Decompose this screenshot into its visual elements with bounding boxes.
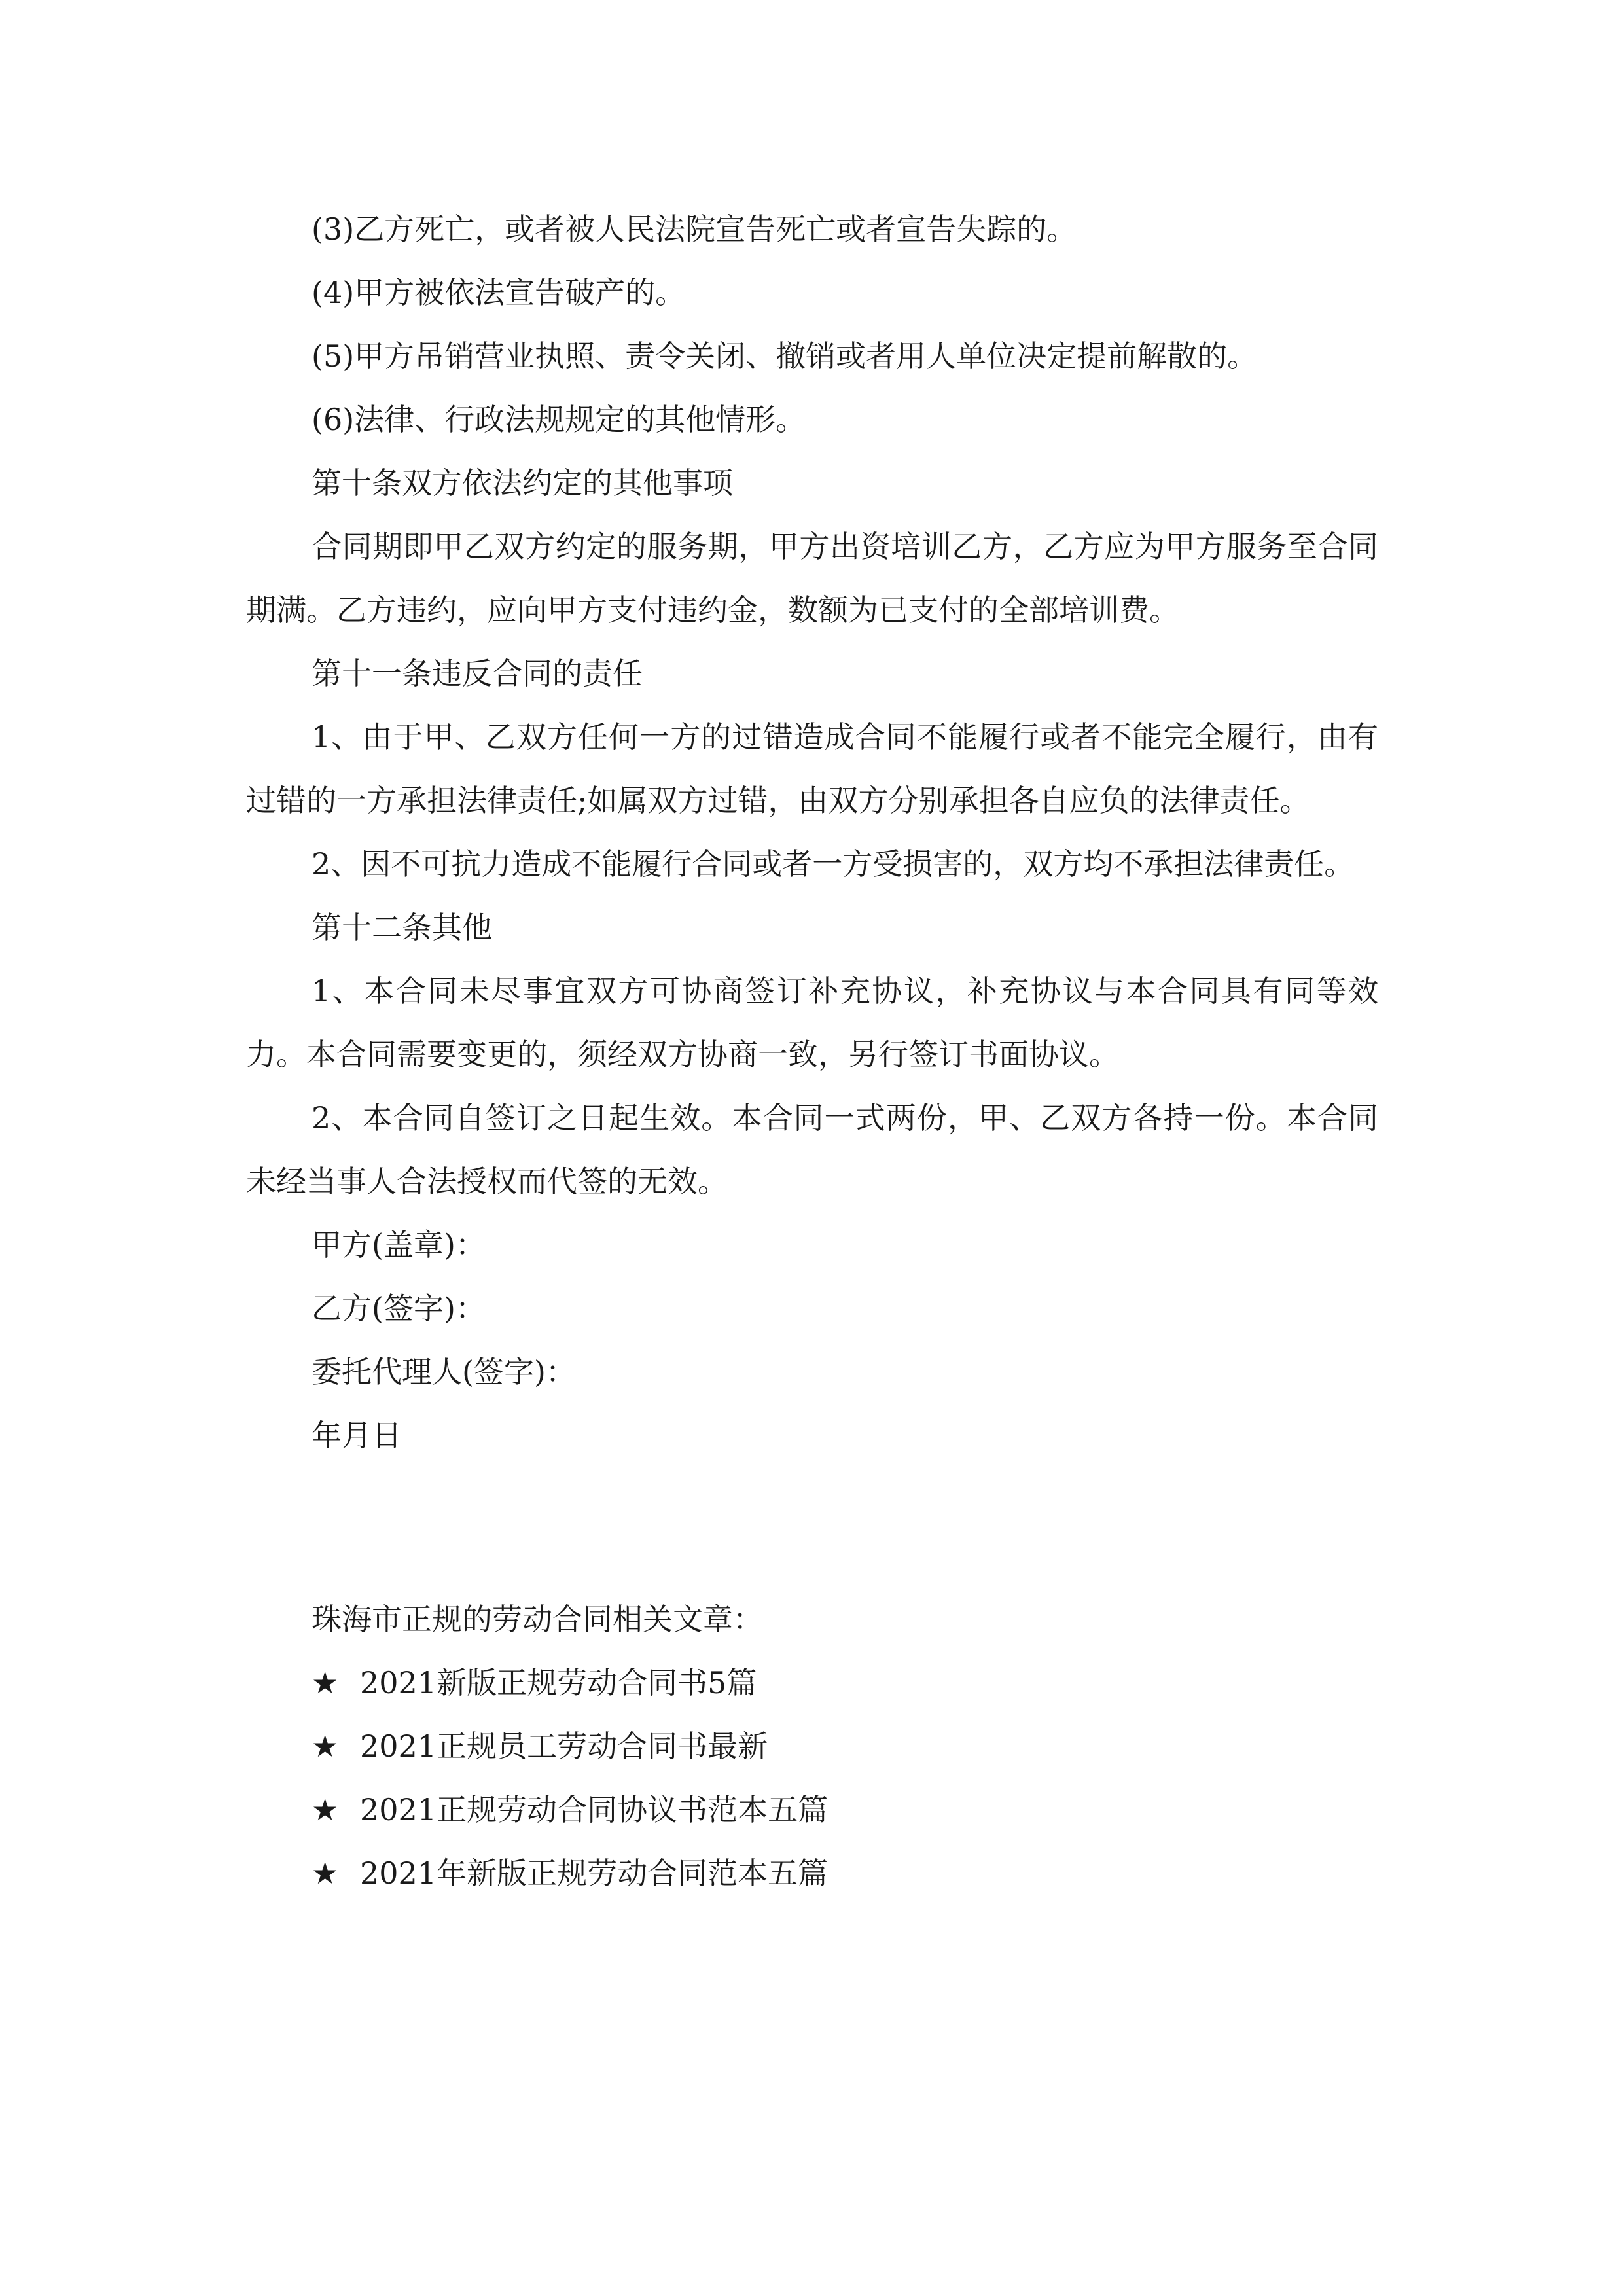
party-b-signature-line: 乙方(签字)： xyxy=(312,1291,486,1326)
related-article-label: 2021年新版正规劳动合同范本五篇 xyxy=(360,1856,829,1891)
star-icon: ★ xyxy=(312,1729,339,1764)
star-icon: ★ xyxy=(312,1665,339,1700)
related-article-label: 2021新版正规劳动合同书5篇 xyxy=(360,1665,757,1700)
article-12-clause-2: 2、本合同自签订之日起生效。本合同一式两份，甲、乙双方各持一份。本合同未经当事人合法授权而代签的无效。 xyxy=(246,1100,1378,1199)
related-article-link[interactable] xyxy=(246,1651,1378,1715)
article-12-clause-1: 1、本合同未尽事宜双方可协商签订补充协议，补充协议与本合同具有同等效力。本合同需要变更的，须经双方协商一致，另行签订书面协议。 xyxy=(246,973,1378,1072)
article-10-heading: 第十条双方依法约定的其他事项 xyxy=(312,465,733,501)
article-11-clause-2: 2、因不可抗力造成不能履行合同或者一方受损害的，双方均不承担法律责任。 xyxy=(312,846,1355,882)
article-11-clause-1: 1、由于甲、乙双方任何一方的过错造成合同不能履行或者不能完全履行，由有过错的一方承担法律责任;如属双方过错，由双方分别承担各自应负的法律责任。 xyxy=(246,719,1378,818)
list-item: (6)法律、行政法规规定的其他情形。 xyxy=(312,402,806,437)
date-line: 年月日 xyxy=(312,1418,402,1453)
party-a-signature-line: 甲方(盖章)： xyxy=(312,1227,486,1263)
list-item: (5)甲方吊销营业执照、责令关闭、撤销或者用人单位决定提前解散的。 xyxy=(312,338,1258,374)
document-body xyxy=(246,198,1378,1905)
related-article-link[interactable] xyxy=(246,1778,1378,1842)
section-spacer xyxy=(246,1467,1378,1588)
star-icon: ★ xyxy=(312,1856,339,1891)
star-icon: ★ xyxy=(312,1792,339,1827)
list-item: (4)甲方被依法宣告破产的。 xyxy=(312,275,686,310)
related-article-link[interactable] xyxy=(246,1715,1378,1778)
agent-signature-line: 委托代理人(签字)： xyxy=(312,1354,576,1390)
related-article-label: 2021正规劳动合同协议书范本五篇 xyxy=(360,1792,829,1827)
list-item: (3)乙方死亡，或者被人民法院宣告死亡或者宣告失踪的。 xyxy=(312,211,1077,247)
article-11-heading: 第十一条违反合同的责任 xyxy=(312,656,643,691)
related-article-label: 2021正规员工劳动合同书最新 xyxy=(360,1729,768,1764)
related-article-link[interactable] xyxy=(246,1842,1378,1905)
article-10-body: 合同期即甲乙双方约定的服务期，甲方出资培训乙方，乙方应为甲方服务至合同期满。乙方违约，应向甲方支付违约金，数额为已支付的全部培训费。 xyxy=(246,529,1378,628)
related-articles-title: 珠海市正规的劳动合同相关文章： xyxy=(312,1602,763,1637)
article-12-heading: 第十二条其他 xyxy=(312,910,492,945)
